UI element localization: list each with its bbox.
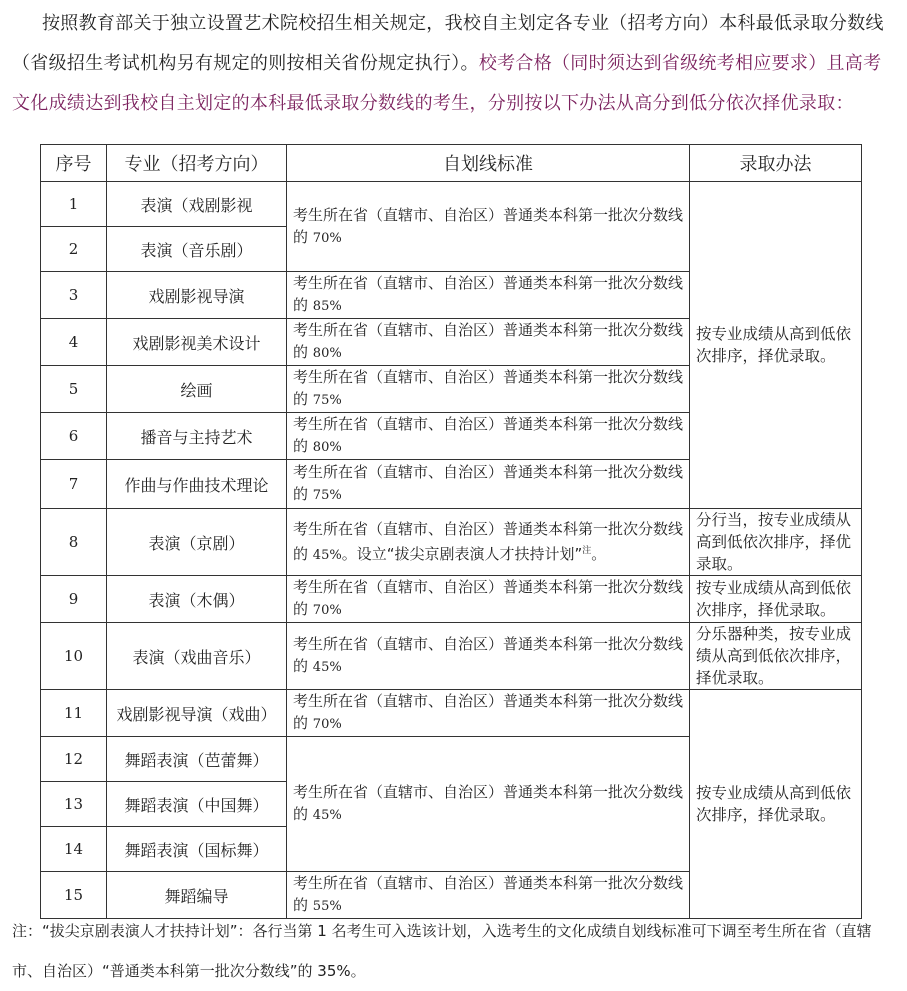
- standard-percent: 85%: [312, 299, 342, 314]
- seq-cell: 14: [41, 827, 107, 872]
- seq-cell: 7: [41, 460, 107, 509]
- standard-percent: 45%: [312, 808, 342, 823]
- standard-percent: 75%: [312, 488, 342, 503]
- header-major: 专业（招考方向）: [107, 145, 287, 182]
- intro-highlight-text: 校考合格（同时须达到省级统考相应要求）且高考文化成绩达到我校自主划定的本科最低录取分数线的考生，分别按以下办法从高分到低分依次择优录取：: [12, 53, 882, 114]
- standard-cell: [287, 623, 690, 690]
- standard-text: 考生所在省（直辖市、自治区）普通类本科第一批次分数线的: [293, 205, 684, 246]
- standard-end: 。: [591, 544, 607, 563]
- method-cell: 分乐器种类，按专业成绩从高到低依次排序，择优录取。: [690, 623, 862, 690]
- header-standard: 自划线标准: [287, 145, 690, 182]
- standard-cell: [287, 509, 690, 576]
- standard-cell: [287, 319, 690, 366]
- major-cell: 表演（京剧）: [107, 509, 287, 576]
- major-cell: 舞蹈表演（中国舞）: [107, 782, 287, 827]
- standard-cell: [287, 576, 690, 623]
- standard-text: 考生所在省（直辖市、自治区）普通类本科第一批次分数线的: [293, 274, 684, 314]
- seq-cell: 9: [41, 576, 107, 623]
- standard-text: 考生所在省（直辖市、自治区）普通类本科第一批次分数线的: [293, 692, 684, 732]
- standard-cell: [287, 690, 690, 737]
- seq-cell: 1: [41, 182, 107, 227]
- seq-cell: 2: [41, 227, 107, 272]
- seq-cell: 3: [41, 272, 107, 319]
- standard-text: 考生所在省（直辖市、自治区）普通类本科第一批次分数线的: [293, 783, 684, 823]
- admission-table: [40, 144, 862, 919]
- table-row: [41, 690, 862, 737]
- intro-paragraph: [12, 4, 896, 124]
- standard-text: 考生所在省（直辖市、自治区）普通类本科第一批次分数线的: [293, 415, 684, 455]
- footnote: 注：“拔尖京剧表演人才扶持计划”：各行当第 1 名考生可入选该计划，入选考生的文化成绩自划线标准可下调至考生所在省（直辖市、自治区）“普通类本科第一批次分数线”的 35%。: [12, 922, 872, 980]
- standard-cell: [287, 460, 690, 509]
- major-cell: 戏剧影视导演: [107, 272, 287, 319]
- seq-cell: 4: [41, 319, 107, 366]
- seq-cell: 15: [41, 872, 107, 919]
- standard-text: 考生所在省（直辖市、自治区）普通类本科第一批次分数线的: [293, 578, 684, 618]
- seq-cell: 10: [41, 623, 107, 690]
- standard-percent: 80%: [312, 440, 342, 455]
- standard-percent: 70%: [312, 603, 342, 618]
- standard-text: 考生所在省（直辖市、自治区）普通类本科第一批次分数线的: [293, 635, 684, 675]
- standard-cell: [287, 366, 690, 413]
- standard-text: 考生所在省（直辖市、自治区）普通类本科第一批次分数线的: [293, 519, 684, 563]
- seq-cell: 12: [41, 737, 107, 782]
- major-cell: 表演（音乐剧）: [107, 227, 287, 272]
- major-cell: 表演（戏曲音乐）: [107, 623, 287, 690]
- seq-cell: 5: [41, 366, 107, 413]
- header-method: 录取办法: [690, 145, 862, 182]
- standard-cell: [287, 737, 690, 872]
- standard-cell: [287, 272, 690, 319]
- seq-cell: 13: [41, 782, 107, 827]
- major-cell: 舞蹈表演（芭蕾舞）: [107, 737, 287, 782]
- standard-percent: 45%: [312, 547, 342, 563]
- standard-text: 考生所在省（直辖市、自治区）普通类本科第一批次分数线的: [293, 321, 684, 361]
- standard-text: 考生所在省（直辖市、自治区）普通类本科第一批次分数线的: [293, 463, 684, 503]
- method-cell: 分行当，按专业成绩从高到低依次排序，择优录取。: [690, 509, 862, 576]
- standard-percent: 75%: [312, 393, 342, 408]
- header-seq: 序号: [41, 145, 107, 182]
- standard-cell: [287, 413, 690, 460]
- seq-cell: 6: [41, 413, 107, 460]
- table-row: [41, 509, 862, 576]
- intro-normal-text: 按照教育部关于独立设置艺术院校招生相关规定，我校自主划定各专业（招考方向）本科最低录取分数线（省级招生考试机构另有规定的则按相关省份规定执行）。: [12, 13, 884, 74]
- major-cell: 表演（戏剧影视: [107, 182, 287, 227]
- major-cell: 作曲与作曲技术理论: [107, 460, 287, 509]
- standard-cell: [287, 182, 690, 272]
- standard-percent: 70%: [312, 230, 342, 246]
- method-cell: 按专业成绩从高到低依次排序，择优录取。: [690, 576, 862, 623]
- major-cell: 戏剧影视导演（戏曲）: [107, 690, 287, 737]
- table-row: [41, 576, 862, 623]
- table-row: [41, 182, 862, 227]
- table-header-row: [41, 145, 862, 182]
- seq-cell: 8: [41, 509, 107, 576]
- note-marker: 注: [582, 545, 592, 556]
- major-cell: 舞蹈编导: [107, 872, 287, 919]
- method-cell: 按专业成绩从高到低依次排序，择优录取。: [690, 690, 862, 919]
- major-cell: 舞蹈表演（国标舞）: [107, 827, 287, 872]
- seq-cell: 11: [41, 690, 107, 737]
- method-cell: 按专业成绩从高到低依次排序，择优录取。: [690, 182, 862, 509]
- major-cell: 戏剧影视美术设计: [107, 319, 287, 366]
- major-cell: 播音与主持艺术: [107, 413, 287, 460]
- standard-percent: 45%: [312, 660, 342, 675]
- standard-text: 考生所在省（直辖市、自治区）普通类本科第一批次分数线的: [293, 368, 684, 408]
- standard-percent: 55%: [312, 899, 342, 914]
- standard-extra: 。设立“拔尖京剧表演人才扶持计划”: [341, 544, 583, 563]
- major-cell: 绘画: [107, 366, 287, 413]
- standard-percent: 80%: [312, 346, 342, 361]
- standard-text: 考生所在省（直辖市、自治区）普通类本科第一批次分数线的: [293, 874, 684, 914]
- major-cell: 表演（木偶）: [107, 576, 287, 623]
- standard-percent: 70%: [312, 717, 342, 732]
- table-row: [41, 623, 862, 690]
